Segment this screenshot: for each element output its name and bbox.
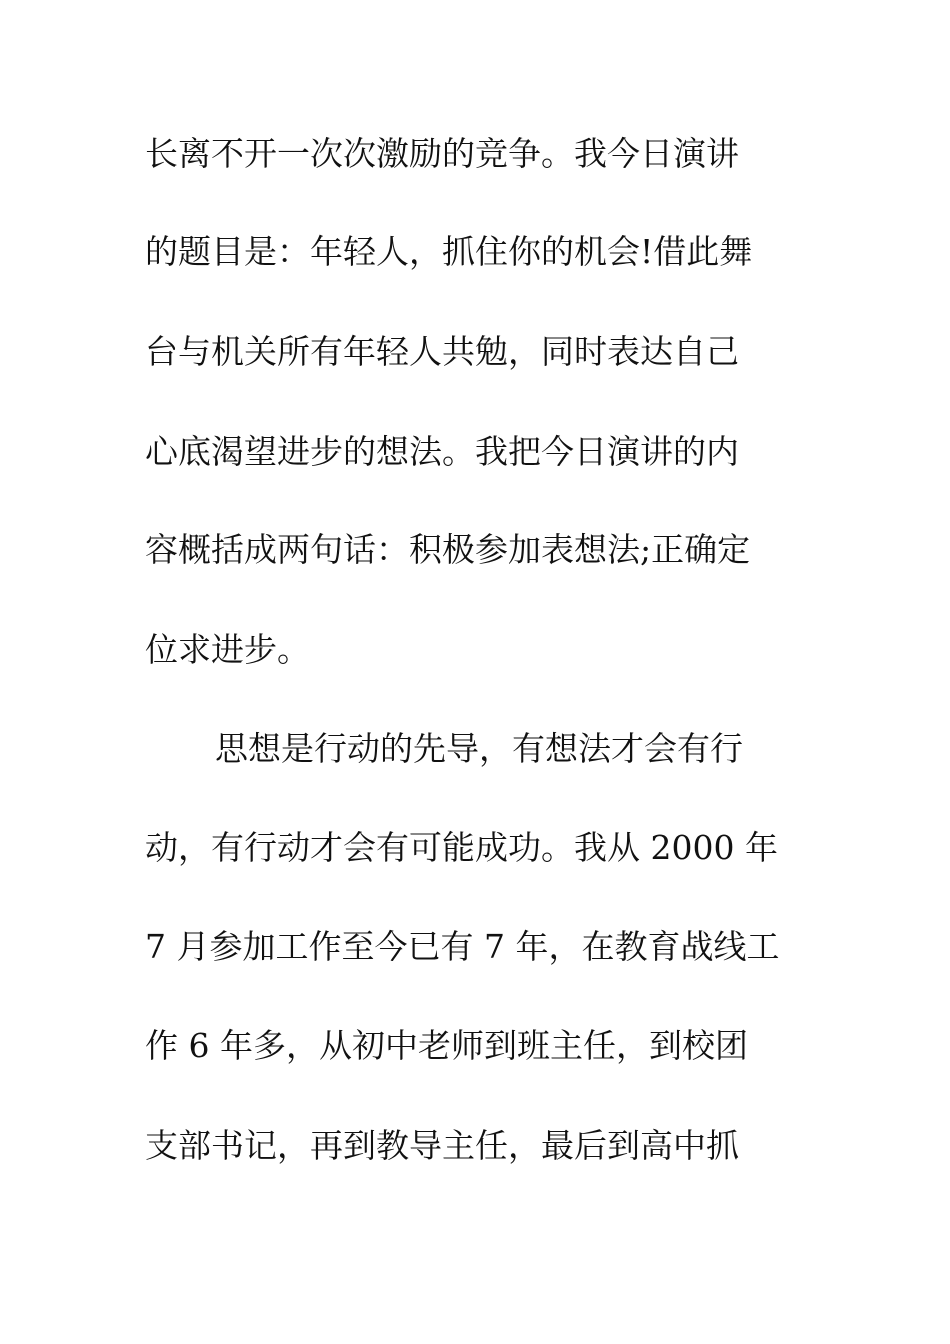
- text-line-9: 7 月参加工作至今已有 7 年，在教育战线工: [145, 927, 780, 966]
- text-line-3: 台与机关所有年轻人共勉，同时表达自己: [145, 332, 739, 371]
- text-line-7-paragraph-start: 思想是行动的先导，有想法才会有行: [215, 729, 743, 768]
- text-line-1: 长离不开一次次激励的竞争。我今日演讲: [145, 134, 739, 173]
- text-line-4: 心底渴望进步的想法。我把今日演讲的内: [145, 432, 739, 471]
- text-line-2: 的题目是：年轻人，抓住你的机会!借此舞: [145, 232, 753, 271]
- text-line-11: 支部书记，再到教导主任，最后到高中抓: [145, 1126, 739, 1165]
- text-line-6: 位求进步。: [145, 630, 310, 669]
- text-line-8: 动，有行动才会有可能成功。我从 2000 年: [145, 828, 778, 867]
- text-line-5: 容概括成两句话：积极参加表想法;正确定: [145, 530, 751, 569]
- text-line-10: 作 6 年多，从初中老师到班主任，到校团: [145, 1026, 748, 1065]
